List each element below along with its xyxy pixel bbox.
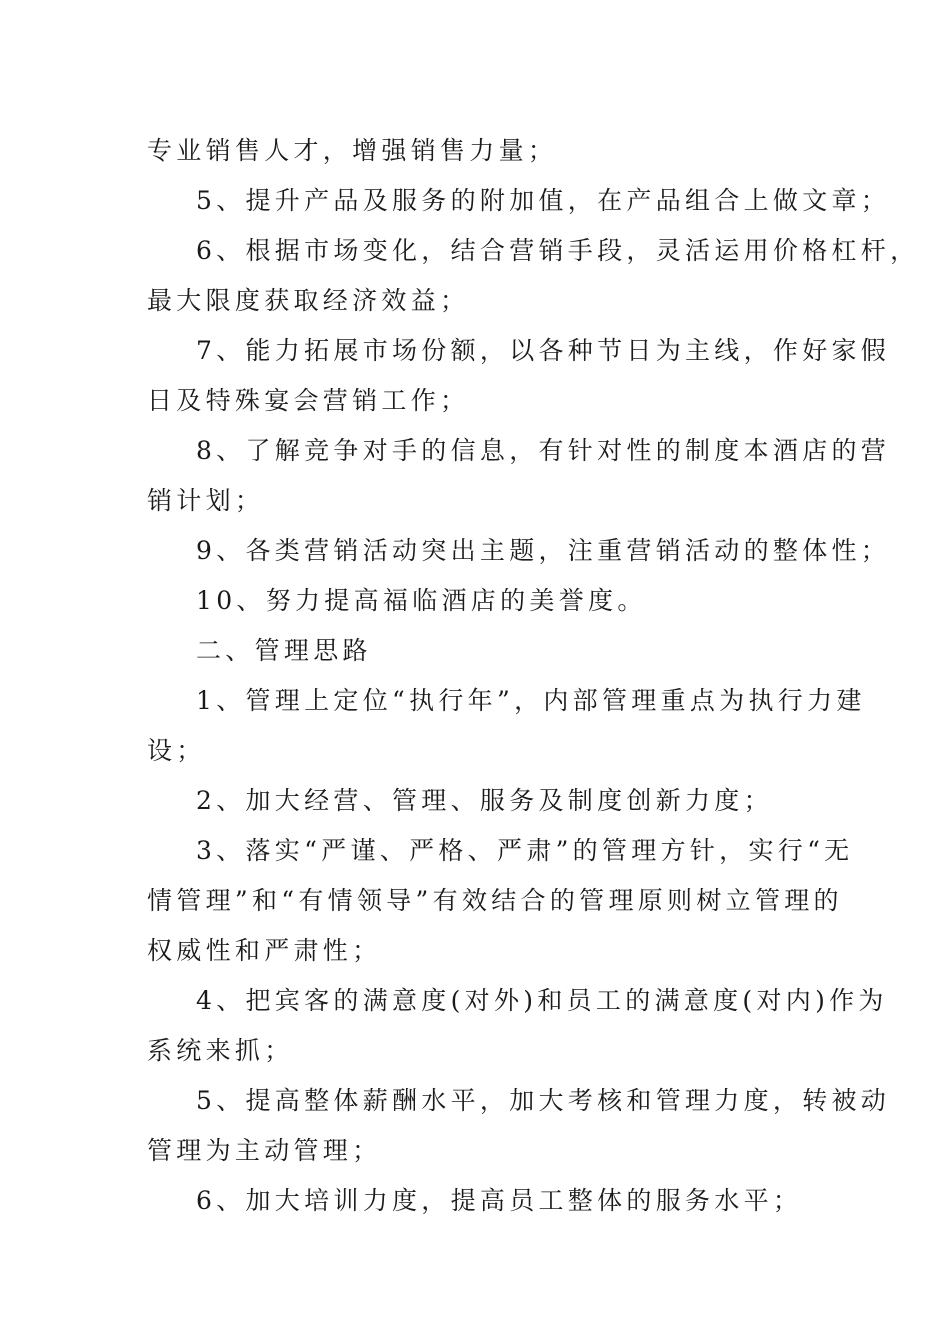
text-line: 9、各类营销活动突出主题，注重营销活动的整体性； <box>196 536 891 565</box>
text-line: 日及特殊宴会营销工作； <box>147 386 470 415</box>
text-line: 7、能力拓展市场份额，以各种节日为主线，作好家假 <box>196 336 891 365</box>
text-line: 4、把宾客的满意度(对外)和员工的满意度(对内)作为 <box>196 986 888 1015</box>
text-line: 8、了解竞争对手的信息，有针对性的制度本酒店的营 <box>196 436 891 465</box>
text-line: 最大限度获取经济效益； <box>147 286 470 315</box>
text-line: 情管理”和“有情领导”有效结合的管理原则树立管理的 <box>147 886 843 915</box>
text-line: 管理为主动管理； <box>147 1136 382 1165</box>
text-line: 设； <box>147 736 206 765</box>
text-line: 2、加大经营、管理、服务及制度创新力度； <box>196 786 773 815</box>
text-line: 1、管理上定位“执行年”，内部管理重点为执行力建 <box>196 686 866 715</box>
text-line: 6、加大培训力度，提高员工整体的服务水平； <box>196 1186 803 1215</box>
text-line: 专业销售人才，增强销售力量； <box>147 136 558 165</box>
text-line: 权威性和严肃性； <box>147 936 382 965</box>
text-line: 系统来抓； <box>147 1036 294 1065</box>
text-line: 销计划； <box>147 486 265 515</box>
text-line: 10、努力提高福临酒店的美誉度。 <box>196 586 647 615</box>
text-line: 5、提高整体薪酬水平，加大考核和管理力度，转被动 <box>196 1086 891 1115</box>
section-heading: 二、管理思路 <box>196 636 372 665</box>
text-line: 5、提升产品及服务的附加值，在产品组合上做文章； <box>196 186 891 215</box>
text-line: 6、根据市场变化，结合营销手段，灵活运用价格杠杆， <box>196 236 920 265</box>
text-line: 3、落实“严谨、严格、严肃”的管理方针，实行“无 <box>196 836 854 865</box>
